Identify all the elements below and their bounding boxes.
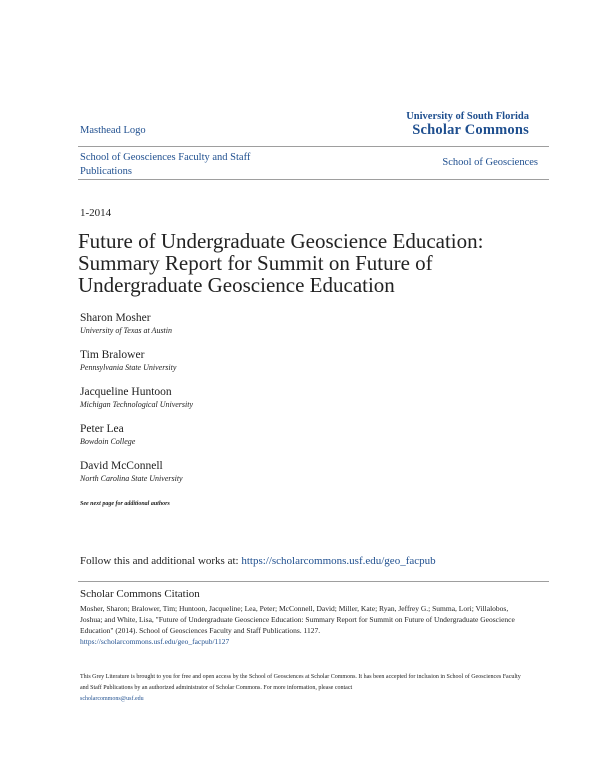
citation-divider — [78, 581, 549, 582]
university-name: University of South Florida — [406, 111, 529, 122]
author-affiliation: North Carolina State University — [80, 474, 183, 483]
masthead-logo-link[interactable]: Masthead Logo — [80, 125, 146, 136]
author-affiliation: Pennsylvania State University — [80, 363, 177, 372]
author-entry — [80, 348, 480, 385]
author-entry — [80, 459, 480, 496]
notice-text: This Grey Literature is brought to you for free and open access by the School of Geosciences at Scholar Commons. It has been accepted for inclusion in School of Geosciences Faculty and Staff Publications by an authorized administrator of Scholar Commons. For more information, please contact — [80, 674, 521, 691]
contact-email-link[interactable]: scholarcommons@usf.edu — [80, 696, 144, 702]
author-list — [80, 311, 480, 496]
author-entry — [80, 385, 480, 422]
access-notice — [80, 672, 530, 705]
follow-url-link[interactable]: https://scholarcommons.usf.edu/geo_facpub — [241, 555, 436, 567]
author-affiliation: Bowdoin College — [80, 437, 136, 446]
author-entry — [80, 422, 480, 459]
collection-divider — [78, 179, 549, 180]
author-name: Tim Bralower — [80, 349, 145, 361]
author-name: Sharon Mosher — [80, 312, 151, 324]
follow-label: Follow this and additional works at: — [80, 555, 242, 567]
citation-link[interactable]: https://scholarcommons.usf.edu/geo_facpub/1127 — [80, 637, 230, 646]
additional-authors-note: See next page for additional authors — [80, 501, 170, 507]
collection-link[interactable]: School of Geosciences Faculty and Staff Publications — [80, 152, 251, 177]
author-entry — [80, 311, 480, 348]
author-name: David McConnell — [80, 460, 163, 472]
author-affiliation: University of Texas at Austin — [80, 326, 172, 335]
header-divider — [78, 146, 549, 147]
citation-heading: Scholar Commons Citation — [80, 588, 200, 600]
author-name: Jacqueline Huntoon — [80, 386, 172, 398]
school-link[interactable]: School of Geosciences — [442, 157, 538, 168]
author-name: Peter Lea — [80, 423, 124, 435]
follow-line — [80, 555, 436, 567]
repository-branding[interactable] — [406, 111, 529, 138]
document-title: Future of Undergraduate Geoscience Education: Summary Report for Summit on Future of Undergraduate Geoscience Education — [78, 229, 484, 297]
author-affiliation: Michigan Technological University — [80, 400, 194, 409]
citation-body — [80, 603, 530, 647]
repository-name: Scholar Commons — [412, 121, 529, 138]
publication-date: 1-2014 — [80, 207, 112, 219]
citation-text: Mosher, Sharon; Bralower, Tim; Huntoon, Jacqueline; Lea, Peter; McConnell, David; Miller, Kate; Ryan, Jeffrey G.; Summa, Lori; Villalobos, Joshua; and White, Lisa, "Future of Undergraduate Geoscience Education: Summary Report for Summit on Future of Undergraduate Geoscience Education" (2014). School of Geosciences Faculty and Staff Publications. 1127. — [80, 604, 515, 635]
